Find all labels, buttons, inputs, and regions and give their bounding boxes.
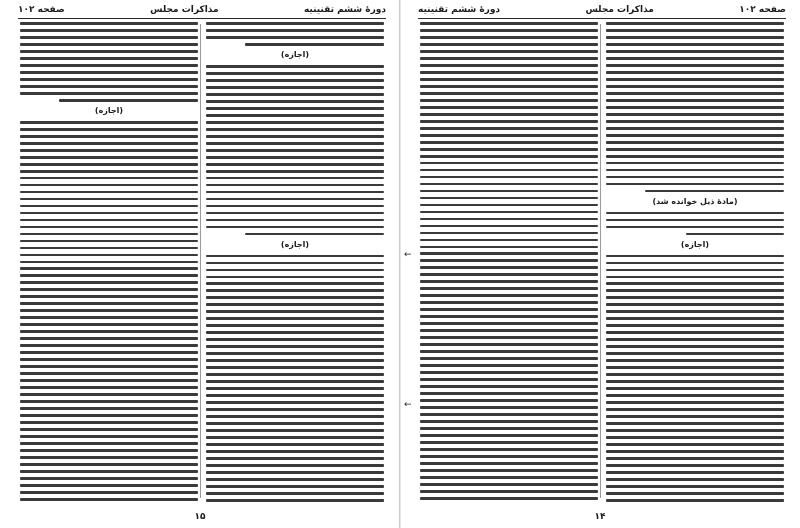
text-line xyxy=(606,401,784,404)
left-note-1: (اجازه) xyxy=(280,49,310,59)
text-line xyxy=(420,308,598,311)
text-line xyxy=(20,365,198,368)
text-line xyxy=(20,184,198,187)
text-line xyxy=(420,420,598,423)
text-line xyxy=(206,156,384,159)
right-page xyxy=(400,0,800,528)
text-line xyxy=(606,387,784,390)
text-line xyxy=(606,57,784,60)
text-line xyxy=(206,429,384,432)
text-line xyxy=(606,113,784,116)
text-line xyxy=(420,371,598,374)
text-line xyxy=(20,85,198,88)
text-line xyxy=(606,338,784,341)
text-line xyxy=(606,262,784,265)
text-line xyxy=(20,247,198,250)
text-line xyxy=(206,359,384,362)
text-line xyxy=(420,490,598,493)
text-line xyxy=(59,99,198,102)
text-line xyxy=(420,183,598,186)
text-line xyxy=(606,282,784,285)
text-line xyxy=(420,483,598,486)
text-line xyxy=(206,422,384,425)
text-line xyxy=(20,477,198,480)
text-line xyxy=(245,233,384,236)
text-line xyxy=(20,212,198,215)
text-line xyxy=(606,78,784,81)
text-line xyxy=(606,422,784,425)
text-line xyxy=(420,162,598,165)
text-line xyxy=(606,212,784,215)
text-line xyxy=(606,485,784,488)
text-line xyxy=(206,135,384,138)
text-line xyxy=(20,142,198,145)
text-line xyxy=(686,233,784,236)
text-line xyxy=(606,436,784,439)
text-line xyxy=(420,239,598,242)
text-line xyxy=(420,190,598,193)
text-line xyxy=(606,148,784,151)
text-line xyxy=(20,302,198,305)
text-line xyxy=(606,492,784,495)
right-page-header xyxy=(418,2,786,17)
text-line xyxy=(20,177,198,180)
text-line xyxy=(606,478,784,481)
right-column-divider xyxy=(600,24,601,498)
text-line xyxy=(606,50,784,53)
text-line xyxy=(20,316,198,319)
text-line xyxy=(420,197,598,200)
text-line xyxy=(606,106,784,109)
text-line xyxy=(420,169,598,172)
text-line xyxy=(245,43,384,46)
text-line xyxy=(20,435,198,438)
text-line xyxy=(20,57,198,60)
text-line xyxy=(606,169,784,172)
text-line xyxy=(206,443,384,446)
text-line xyxy=(420,350,598,353)
text-line xyxy=(420,378,598,381)
text-line xyxy=(206,492,384,495)
text-line xyxy=(606,380,784,383)
left-page-header xyxy=(18,2,386,17)
text-line xyxy=(20,309,198,312)
text-line xyxy=(20,36,198,39)
text-line xyxy=(420,113,598,116)
text-line xyxy=(606,43,784,46)
text-line xyxy=(206,22,384,25)
text-line xyxy=(606,429,784,432)
left-note-3: (اجازه) xyxy=(94,105,124,115)
text-line xyxy=(206,269,384,272)
text-line xyxy=(20,29,198,32)
text-line xyxy=(606,499,784,502)
text-line xyxy=(606,450,784,453)
text-line xyxy=(206,366,384,369)
text-line xyxy=(420,497,598,500)
text-line xyxy=(206,142,384,145)
text-line xyxy=(20,135,198,138)
text-line xyxy=(206,191,384,194)
right-header-rule xyxy=(418,18,786,19)
text-line xyxy=(20,149,198,152)
text-line xyxy=(20,372,198,375)
text-line xyxy=(606,120,784,123)
text-line xyxy=(420,273,598,276)
text-line xyxy=(206,93,384,96)
text-line xyxy=(420,134,598,137)
text-line xyxy=(206,255,384,258)
text-line xyxy=(420,315,598,318)
text-line xyxy=(420,218,598,221)
text-line xyxy=(20,491,198,494)
text-line xyxy=(20,128,198,131)
text-line xyxy=(420,280,598,283)
text-line xyxy=(20,281,198,284)
text-line xyxy=(206,464,384,467)
text-line xyxy=(606,457,784,460)
text-line xyxy=(420,78,598,81)
text-line xyxy=(420,322,598,325)
text-line xyxy=(20,92,198,95)
text-line xyxy=(606,394,784,397)
text-line xyxy=(606,134,784,137)
text-line xyxy=(606,359,784,362)
text-line xyxy=(206,471,384,474)
text-line xyxy=(206,331,384,334)
text-line xyxy=(420,36,598,39)
text-line xyxy=(420,225,598,228)
text-line xyxy=(206,121,384,124)
text-line xyxy=(606,22,784,25)
text-line xyxy=(20,323,198,326)
text-line xyxy=(20,219,198,222)
right-header-title: مذاکرات مجلس xyxy=(585,4,654,15)
text-line xyxy=(420,399,598,402)
text-line xyxy=(20,43,198,46)
text-line xyxy=(420,127,598,130)
text-line xyxy=(20,78,198,81)
text-line xyxy=(206,387,384,390)
text-line xyxy=(606,64,784,67)
text-line xyxy=(420,85,598,88)
text-line xyxy=(206,380,384,383)
text-line xyxy=(206,114,384,117)
text-line xyxy=(206,79,384,82)
text-line xyxy=(20,163,198,166)
text-line xyxy=(606,155,784,158)
text-line xyxy=(420,99,598,102)
text-line xyxy=(606,303,784,306)
text-line xyxy=(420,329,598,332)
text-line xyxy=(20,344,198,347)
text-line xyxy=(206,100,384,103)
text-line xyxy=(420,392,598,395)
text-line xyxy=(420,176,598,179)
text-line xyxy=(206,219,384,222)
text-line xyxy=(606,408,784,411)
text-line xyxy=(606,226,784,229)
text-line xyxy=(20,386,198,389)
text-line xyxy=(206,457,384,460)
text-line xyxy=(20,267,198,270)
text-line xyxy=(20,414,198,417)
text-line xyxy=(420,406,598,409)
text-line xyxy=(420,148,598,151)
left-header-title: مذاکرات مجلس xyxy=(150,4,219,15)
text-line xyxy=(420,92,598,95)
text-line xyxy=(420,462,598,465)
text-line xyxy=(206,65,384,68)
right-note-1: (مادهٔ ذیل خوانده شد) xyxy=(652,196,738,206)
text-line xyxy=(420,120,598,123)
left-page-column-left xyxy=(20,22,198,502)
text-line xyxy=(420,204,598,207)
text-line xyxy=(420,57,598,60)
text-line xyxy=(20,407,198,410)
text-line xyxy=(20,191,198,194)
text-line xyxy=(420,364,598,367)
left-header-page-label: صفحه ۱۰۲ xyxy=(18,4,65,15)
text-line xyxy=(606,317,784,320)
right-note-2: (اجازه) xyxy=(680,239,710,249)
text-line xyxy=(420,301,598,304)
text-line xyxy=(420,246,598,249)
text-line xyxy=(206,450,384,453)
text-line xyxy=(206,212,384,215)
text-line xyxy=(206,163,384,166)
text-line xyxy=(420,266,598,269)
text-line xyxy=(606,443,784,446)
text-line xyxy=(606,99,784,102)
text-line xyxy=(20,288,198,291)
text-line xyxy=(20,330,198,333)
text-line xyxy=(20,393,198,396)
text-line xyxy=(420,64,598,67)
text-line xyxy=(20,50,198,53)
text-line xyxy=(20,170,198,173)
text-line xyxy=(20,463,198,466)
text-line xyxy=(206,485,384,488)
left-header-rule xyxy=(18,18,386,19)
text-line xyxy=(606,289,784,292)
text-line xyxy=(420,413,598,416)
text-line xyxy=(606,71,784,74)
text-line xyxy=(206,72,384,75)
text-line xyxy=(20,254,198,257)
text-line xyxy=(645,190,784,193)
text-line xyxy=(606,296,784,299)
text-line xyxy=(420,50,598,53)
text-line xyxy=(206,317,384,320)
text-line xyxy=(420,441,598,444)
text-line xyxy=(20,261,198,264)
text-line xyxy=(606,471,784,474)
text-line xyxy=(420,287,598,290)
text-line xyxy=(206,128,384,131)
text-line xyxy=(606,255,784,258)
text-line xyxy=(206,324,384,327)
right-page-number: ۱۴ xyxy=(594,512,606,522)
text-line xyxy=(606,415,784,418)
text-line xyxy=(20,442,198,445)
text-line xyxy=(206,296,384,299)
text-line xyxy=(206,345,384,348)
left-page-column-right xyxy=(206,22,384,502)
text-line xyxy=(206,478,384,481)
text-line xyxy=(206,262,384,265)
text-line xyxy=(606,176,784,179)
text-line xyxy=(20,205,198,208)
text-line xyxy=(420,106,598,109)
text-line xyxy=(420,476,598,479)
text-line xyxy=(420,336,598,339)
text-line xyxy=(420,211,598,214)
text-line xyxy=(206,415,384,418)
margin-arrow-icon: ← xyxy=(404,400,412,410)
text-line xyxy=(606,366,784,369)
text-line xyxy=(20,484,198,487)
left-page-number: ۱۵ xyxy=(194,512,206,522)
text-line xyxy=(606,162,784,165)
text-line xyxy=(420,434,598,437)
text-line xyxy=(206,499,384,502)
text-line xyxy=(20,449,198,452)
text-line xyxy=(206,289,384,292)
text-line xyxy=(20,121,198,124)
text-line xyxy=(20,22,198,25)
text-line xyxy=(206,29,384,32)
text-line xyxy=(606,324,784,327)
text-line xyxy=(206,282,384,285)
text-line xyxy=(20,274,198,277)
text-line xyxy=(206,198,384,201)
text-line xyxy=(420,259,598,262)
text-line xyxy=(606,269,784,272)
text-line xyxy=(206,107,384,110)
left-header-term: دورهٔ ششم تقنینیه xyxy=(303,4,386,15)
right-header-page-label: صفحه ۱۰۲ xyxy=(739,4,786,15)
text-line xyxy=(420,155,598,158)
right-page-column-left xyxy=(420,22,598,502)
text-line xyxy=(606,276,784,279)
text-line xyxy=(206,226,384,229)
text-line xyxy=(606,310,784,313)
text-line xyxy=(20,295,198,298)
text-line xyxy=(420,29,598,32)
text-line xyxy=(206,373,384,376)
text-line xyxy=(606,127,784,130)
text-line xyxy=(20,226,198,229)
left-note-2: (اجازه) xyxy=(280,239,310,249)
text-line xyxy=(606,464,784,467)
text-line xyxy=(420,343,598,346)
text-line xyxy=(606,183,784,186)
text-line xyxy=(20,498,198,501)
text-line xyxy=(606,85,784,88)
text-line xyxy=(420,22,598,25)
text-line xyxy=(206,352,384,355)
text-line xyxy=(606,92,784,95)
text-line xyxy=(206,394,384,397)
text-line xyxy=(206,86,384,89)
text-line xyxy=(20,358,198,361)
text-line xyxy=(20,379,198,382)
left-column-divider xyxy=(200,24,201,498)
text-line xyxy=(606,352,784,355)
text-line xyxy=(606,331,784,334)
text-line xyxy=(206,184,384,187)
text-line xyxy=(420,71,598,74)
text-line xyxy=(606,345,784,348)
text-line xyxy=(206,205,384,208)
text-line xyxy=(20,337,198,340)
text-line xyxy=(420,252,598,255)
text-line xyxy=(206,408,384,411)
text-line xyxy=(206,310,384,313)
text-line xyxy=(206,303,384,306)
text-line xyxy=(606,36,784,39)
margin-arrow-icon: ← xyxy=(404,250,412,260)
text-line xyxy=(420,43,598,46)
text-line xyxy=(606,219,784,222)
text-line xyxy=(420,427,598,430)
text-line xyxy=(20,428,198,431)
right-header-term: دورهٔ ششم تقنینیه xyxy=(418,4,501,15)
text-line xyxy=(20,71,198,74)
text-line xyxy=(20,421,198,424)
text-line xyxy=(606,141,784,144)
text-line xyxy=(206,170,384,173)
text-line xyxy=(20,198,198,201)
text-line xyxy=(20,456,198,459)
text-line xyxy=(206,276,384,279)
text-line xyxy=(20,64,198,67)
text-line xyxy=(420,232,598,235)
text-line xyxy=(20,470,198,473)
text-line xyxy=(606,373,784,376)
text-line xyxy=(606,29,784,32)
text-line xyxy=(420,455,598,458)
text-line xyxy=(420,469,598,472)
text-line xyxy=(206,36,384,39)
text-line xyxy=(206,401,384,404)
text-line xyxy=(20,351,198,354)
text-line xyxy=(20,240,198,243)
text-line xyxy=(20,233,198,236)
right-page-column-right xyxy=(606,22,784,502)
text-line xyxy=(20,156,198,159)
text-line xyxy=(20,400,198,403)
text-line xyxy=(206,436,384,439)
text-line xyxy=(420,294,598,297)
text-line xyxy=(420,448,598,451)
text-line xyxy=(420,141,598,144)
text-line xyxy=(420,357,598,360)
text-line xyxy=(420,385,598,388)
text-line xyxy=(206,177,384,180)
text-line xyxy=(206,149,384,152)
text-line xyxy=(206,338,384,341)
